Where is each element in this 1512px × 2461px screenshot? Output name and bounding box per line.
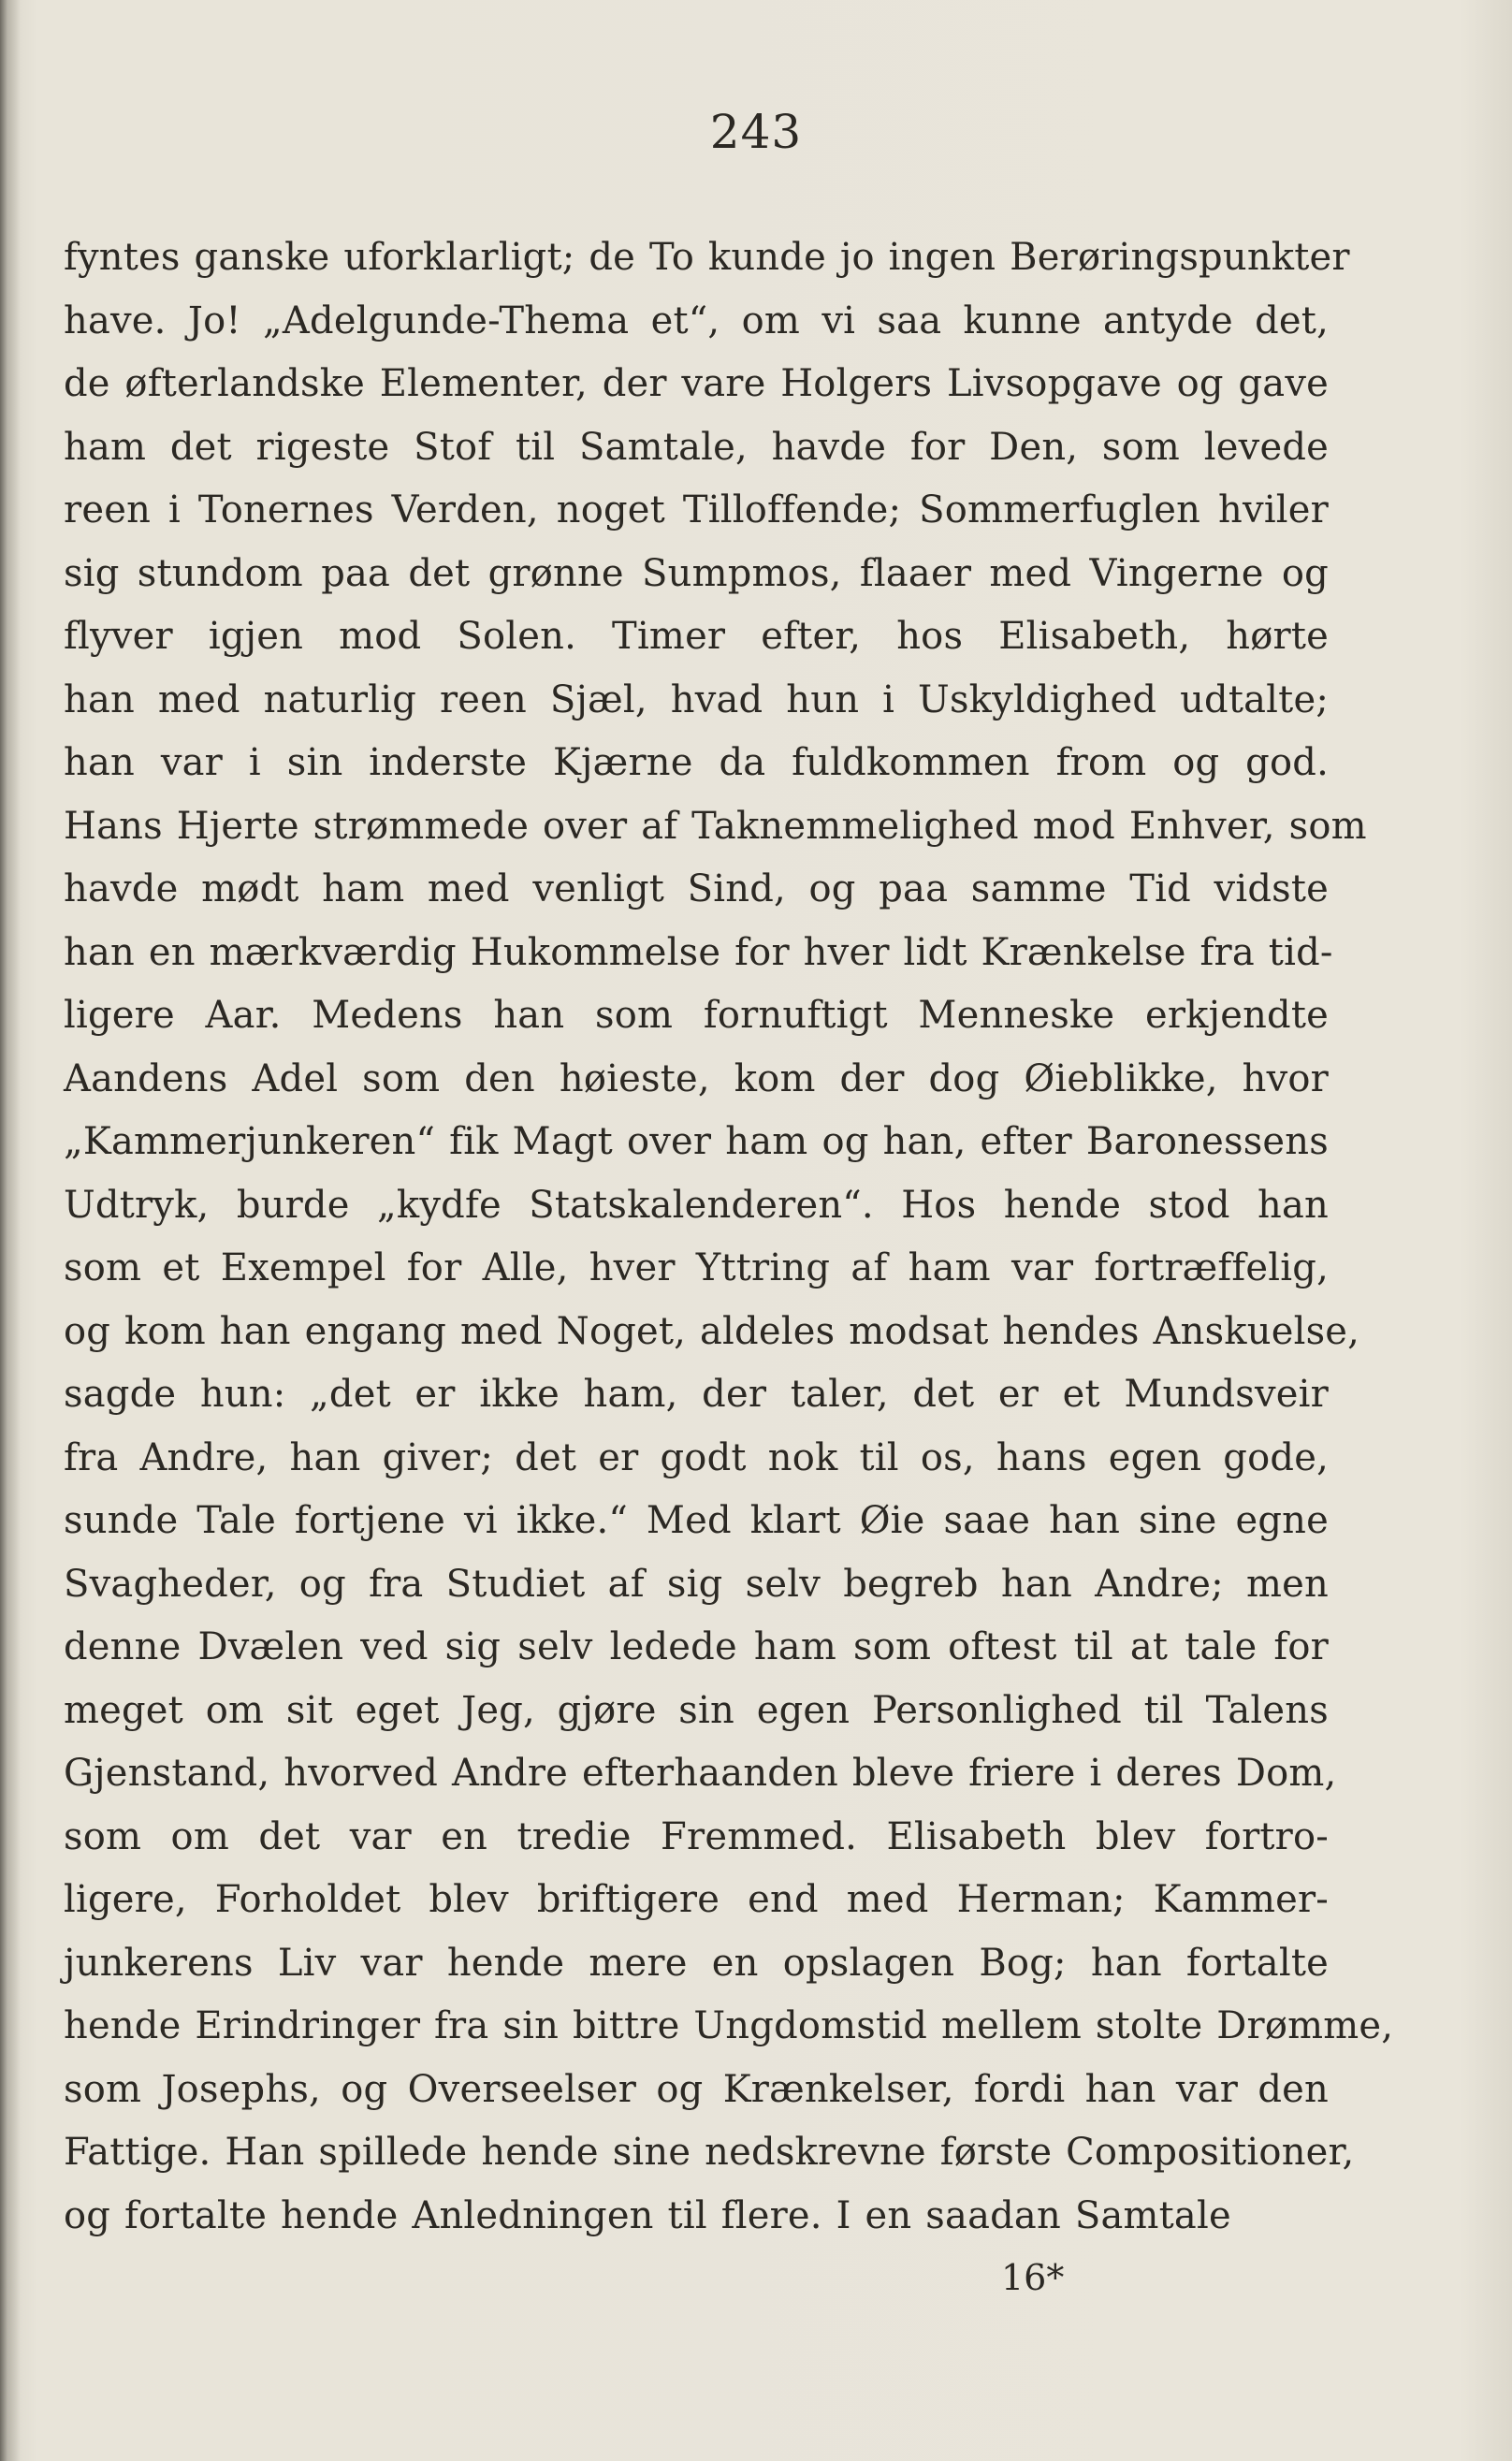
text-line: Svagheder, og fra Studiet af sig selv begreb han Andre; men [64, 1562, 1329, 1606]
text-line: denne Dvælen ved sig selv ledede ham som oftest til at tale for [64, 1625, 1329, 1668]
text-line: sig stundom paa det grønne Sumpmos, flaaer med Vingerne og [64, 551, 1329, 595]
printer-signature-mark: 16* [1001, 2257, 1065, 2298]
text-line: hende Erindringer fra sin bittre Ungdomstid mellem stolte Drømme, [64, 2004, 1394, 2047]
text-line: han med naturlig reen Sjæl, hvad hun i Uskyldighed udtalte; [64, 677, 1329, 721]
text-line: fyntes ganske uforklarligt; de To kunde jo ingen Berøringspunkter [64, 236, 1350, 279]
text-line: Gjenstand, hvorved Andre efterhaanden bleve friere i deres Dom, [64, 1752, 1337, 1795]
text-line: meget om sit eget Jeg, gjøre sin egen Personlighed til Talens [64, 1688, 1329, 1732]
text-line: reen i Tonernes Verden, noget Tilloffende; Sommerfuglen hviler [64, 488, 1329, 532]
text-line: have. Jo! „Adelgunde-Thema et“, om vi saa kunne antyde det, [64, 299, 1329, 342]
text-line: Aandens Adel som den høieste, kom der dog Øieblikke, hvor [64, 1056, 1329, 1100]
text-line: han var i sin inderste Kjærne da fuldkommen from og god. [64, 741, 1329, 784]
body-text [64, 226, 1394, 2248]
text-line: ham det rigeste Stof til Samtale, havde for Den, som levede [64, 425, 1329, 469]
text-line: junkerens Liv var hende mere en opslagen Bog; han fortalte [64, 1941, 1329, 1985]
text-line: havde mødt ham med venligt Sind, og paa samme Tid vidste [64, 867, 1329, 910]
text-line: ligere Aar. Medens han som fornuftigt Menneske erkjendte [64, 994, 1329, 1037]
page-number: 243 [709, 105, 803, 159]
text-line: ligere, Forholdet blev briftigere end med Herman; Kammer- [64, 1878, 1329, 1921]
text-line: sunde Tale fortjene vi ikke.“ Med klart Øie saae han sine egne [64, 1499, 1329, 1542]
text-line: Fattige. Han spillede hende sine nedskrevne første Compositioner, [64, 2131, 1355, 2174]
text-line: som om det var en tredie Fremmed. Elisabeth blev fortro- [64, 1814, 1329, 1858]
page-gutter-shadow [0, 0, 21, 2461]
text-line: „Kammerjunkeren“ fik Magt over ham og han, efter Baronessens [64, 1120, 1329, 1163]
text-line: Udtryk, burde „kydfe Statskalenderen“. Hos hende stod han [64, 1183, 1329, 1227]
text-line: fra Andre, han giver; det er godt nok til os, hans egen gode, [64, 1435, 1329, 1479]
text-line: og fortalte hende Anledningen til flere. I en saadan Samtale [64, 2193, 1231, 2237]
text-line: sagde hun: „det er ikke ham, der taler, det er et Mundsveir [64, 1373, 1329, 1416]
text-line: han en mærkværdig Hukommelse for hver lidt Krænkelse fra tid- [64, 930, 1333, 974]
text-line: Hans Hjerte strømmede over af Taknemmelighed mod Enhver, som [64, 804, 1367, 848]
text-line: og kom han engang med Noget, aldeles modsat hendes Anskuelse, [64, 1309, 1360, 1353]
text-line: som Josephs, og Overseelser og Krænkelser, fordi han var den [64, 2067, 1329, 2111]
text-line: flyver igjen mod Solen. Timer efter, hos Elisabeth, hørte [64, 615, 1329, 658]
text-line: som et Exempel for Alle, hver Yttring af ham var fortræffelig, [64, 1246, 1329, 1289]
text-line: de øfterlandske Elementer, der vare Holgers Livsopgave og gave [64, 362, 1329, 405]
